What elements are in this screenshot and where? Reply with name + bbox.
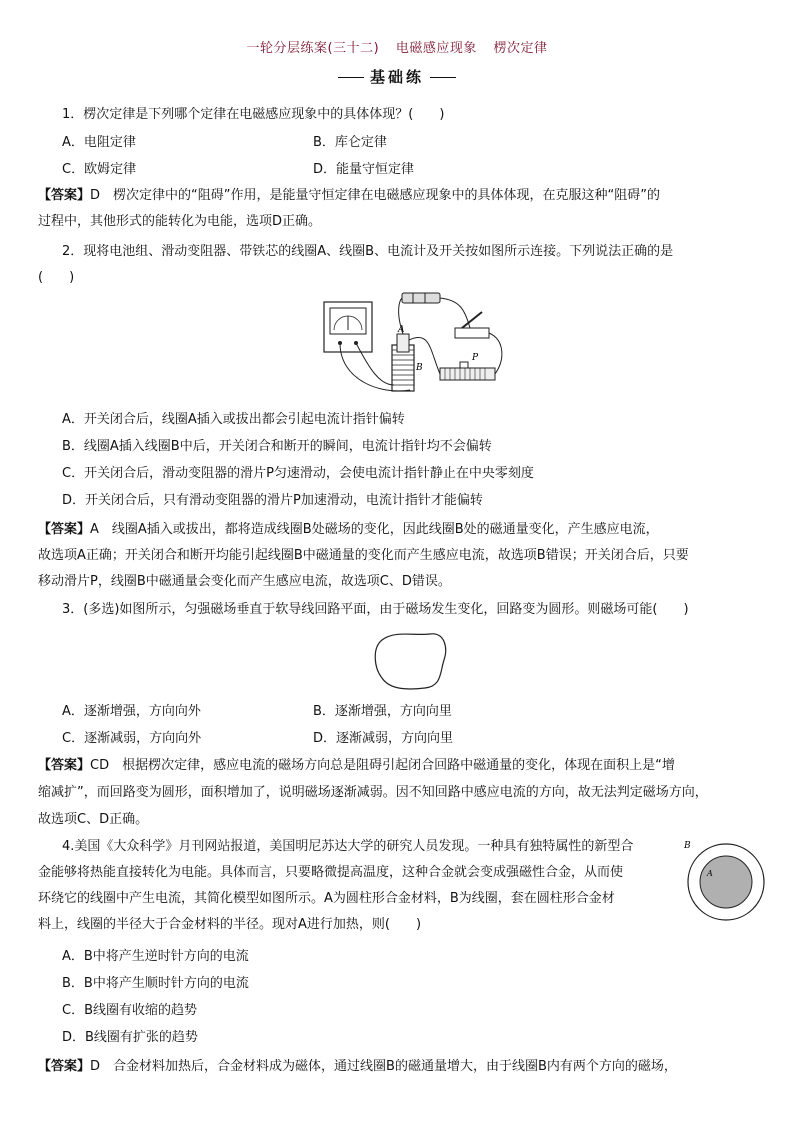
q1-option-c: C．欧姆定律 — [62, 162, 137, 177]
q2-answer-tag: 【答案】 — [38, 522, 91, 537]
q3-option-d: D．逐渐减弱，方向向里 — [313, 731, 454, 746]
label-p: P — [472, 353, 479, 363]
section-label: 基础练 — [369, 68, 424, 86]
section-dash-right — [430, 77, 456, 78]
q2-option-d: D．开关闭合后，只有滑动变阻器的滑片P加速滑动，电流计指针才能偏转 — [62, 493, 483, 508]
q2-answer-line-3: 移动滑片P，线圈B中磁通量会变化而产生感应电流，故选项C、D错误。 — [38, 574, 451, 589]
q1-stem: 1．楞次定律是下列哪个定律在电磁感应现象中的具体体现？( ) — [62, 107, 445, 122]
q2-option-a: A．开关闭合后，线圈A插入或拔出都会引起电流计指针偏转 — [62, 412, 405, 427]
q4-answer-line-1 — [38, 1055, 758, 1079]
q1-option-b: B．库仑定律 — [313, 135, 387, 150]
q2-answer-text-1: A 线圈A插入或拔出，都将造成线圈B处磁场的变化，因此线圈B处的磁通量变化，产生感应电流， — [90, 522, 659, 537]
q1-answer-line-2: 过程中，其他形式的能转化为电能，选项D正确。 — [38, 214, 322, 229]
q2-stem-line-1: 2．现将电池组、滑动变阻器、带铁芯的线圈A、线圈B、电流计及开关按如图所示连接。下列说法正确的是 — [62, 244, 674, 259]
q1-option-d: D．能量守恒定律 — [313, 162, 415, 177]
q4-stem-line-2: 金能够将热能直接转化为电能。具体而言，只要略微提高温度，这种合金就会变成强磁性合金，从而使 — [38, 865, 624, 880]
section-heading — [0, 66, 794, 87]
q2-option-c: C．开关闭合后，滑动变阻器的滑片P匀速滑动，会使电流计指针静止在中央零刻度 — [62, 466, 534, 481]
topic-2: 楞次定律 — [493, 41, 548, 56]
battery-pack — [402, 293, 440, 303]
label-b: B — [416, 363, 423, 373]
q4-option-a: A．B中将产生逆时针方向的电流 — [62, 949, 249, 964]
label-a: A — [398, 325, 405, 335]
label-b: B — [684, 841, 691, 851]
q3-answer-text-1: CD 根据楞次定律，感应电流的磁场方向总是阻碍引起闭合回路中磁通量的变化，体现在面积上是“增 — [90, 758, 675, 773]
switch-base — [455, 328, 489, 338]
q4-option-c: C．B线圈有收缩的趋势 — [62, 1003, 197, 1018]
q3-answer-line-3: 故选项C、D正确。 — [38, 812, 149, 827]
document-title — [0, 37, 794, 56]
q1-answer-tag: 【答案】 — [38, 188, 91, 203]
q1-answer-text-1: D 楞次定律中的“阻碍”作用，是能量守恒定律在电磁感应现象中的具体体现，在克服这种“阻碍”的 — [90, 188, 660, 203]
q4-stem-line-3: 环绕它的线圈中产生电流，其简化模型如图所示。A为圆柱形合金材料，B为线圈，套在圆柱形合金材 — [38, 891, 615, 906]
q3-answer-tag: 【答案】 — [38, 758, 91, 773]
q4-answer-text-1: D 合金材料加热后，合金材料成为磁体，通过线圈B的磁通量增大，由于线圈B内有两个方向的磁场， — [90, 1059, 677, 1074]
q3-stem: 3．(多选)如图所示，匀强磁场垂直于软导线回路平面，由于磁场发生变化，回路变为圆形。则磁场可能( ) — [62, 602, 689, 617]
q4-answer-tag: 【答案】 — [38, 1059, 91, 1074]
q2-circuit-figure — [310, 290, 520, 400]
q4-stem-line-1: 4.美国《大众科学》月刊网站报道，美国明尼苏达大学的研究人员发现。一种具有独特属性的新型合 — [62, 839, 634, 854]
q3-option-b: B．逐渐增强，方向向里 — [313, 704, 452, 719]
q3-option-a: A．逐渐增强，方向向外 — [62, 704, 201, 719]
q4-option-d: D．B线圈有扩张的趋势 — [62, 1030, 198, 1045]
q3-option-c: C．逐渐减弱，方向向外 — [62, 731, 202, 746]
coil-a — [397, 334, 409, 352]
q2-answer-line-2: 故选项A正确；开关闭合和断开均能引起线圈B中磁通量的变化而产生感应电流，故选项B错误；开关闭合后，只要 — [38, 548, 689, 563]
rheostat-slider — [460, 362, 468, 368]
q2-answer-line-1 — [38, 518, 758, 542]
q4-stem-line-4: 料上，线圈的半径大于合金材料的半径。现对A进行加热，则( ) — [38, 917, 422, 932]
wire-loop — [375, 634, 445, 689]
doc-title: 一轮分层练案(三十二) — [246, 41, 380, 56]
section-dash-left — [338, 77, 364, 78]
q3-answer-line-2: 缩减扩”，而回路变为圆形，面积增加了，说明磁场逐渐减弱。因不知回路中感应电流的方向，故无法判定磁场方向， — [38, 785, 708, 800]
q3-loop-figure — [370, 628, 450, 694]
q2-stem-line-2: ( ) — [38, 270, 75, 285]
q4-option-b: B．B中将产生顺时针方向的电流 — [62, 976, 249, 991]
label-a: A — [707, 869, 713, 878]
q3-answer-line-1 — [38, 754, 758, 778]
rheostat — [440, 368, 495, 380]
q2-option-b: B．线圈A插入线圈B中后，开关闭合和断开的瞬间，电流计指针均不会偏转 — [62, 439, 492, 454]
q1-answer-line-1 — [38, 184, 758, 208]
q1-option-a: A．电阻定律 — [62, 135, 136, 150]
alloy-a-disc — [700, 856, 752, 908]
q4-coil-figure — [676, 838, 768, 924]
topic-1: 电磁感应现象 — [395, 41, 477, 56]
